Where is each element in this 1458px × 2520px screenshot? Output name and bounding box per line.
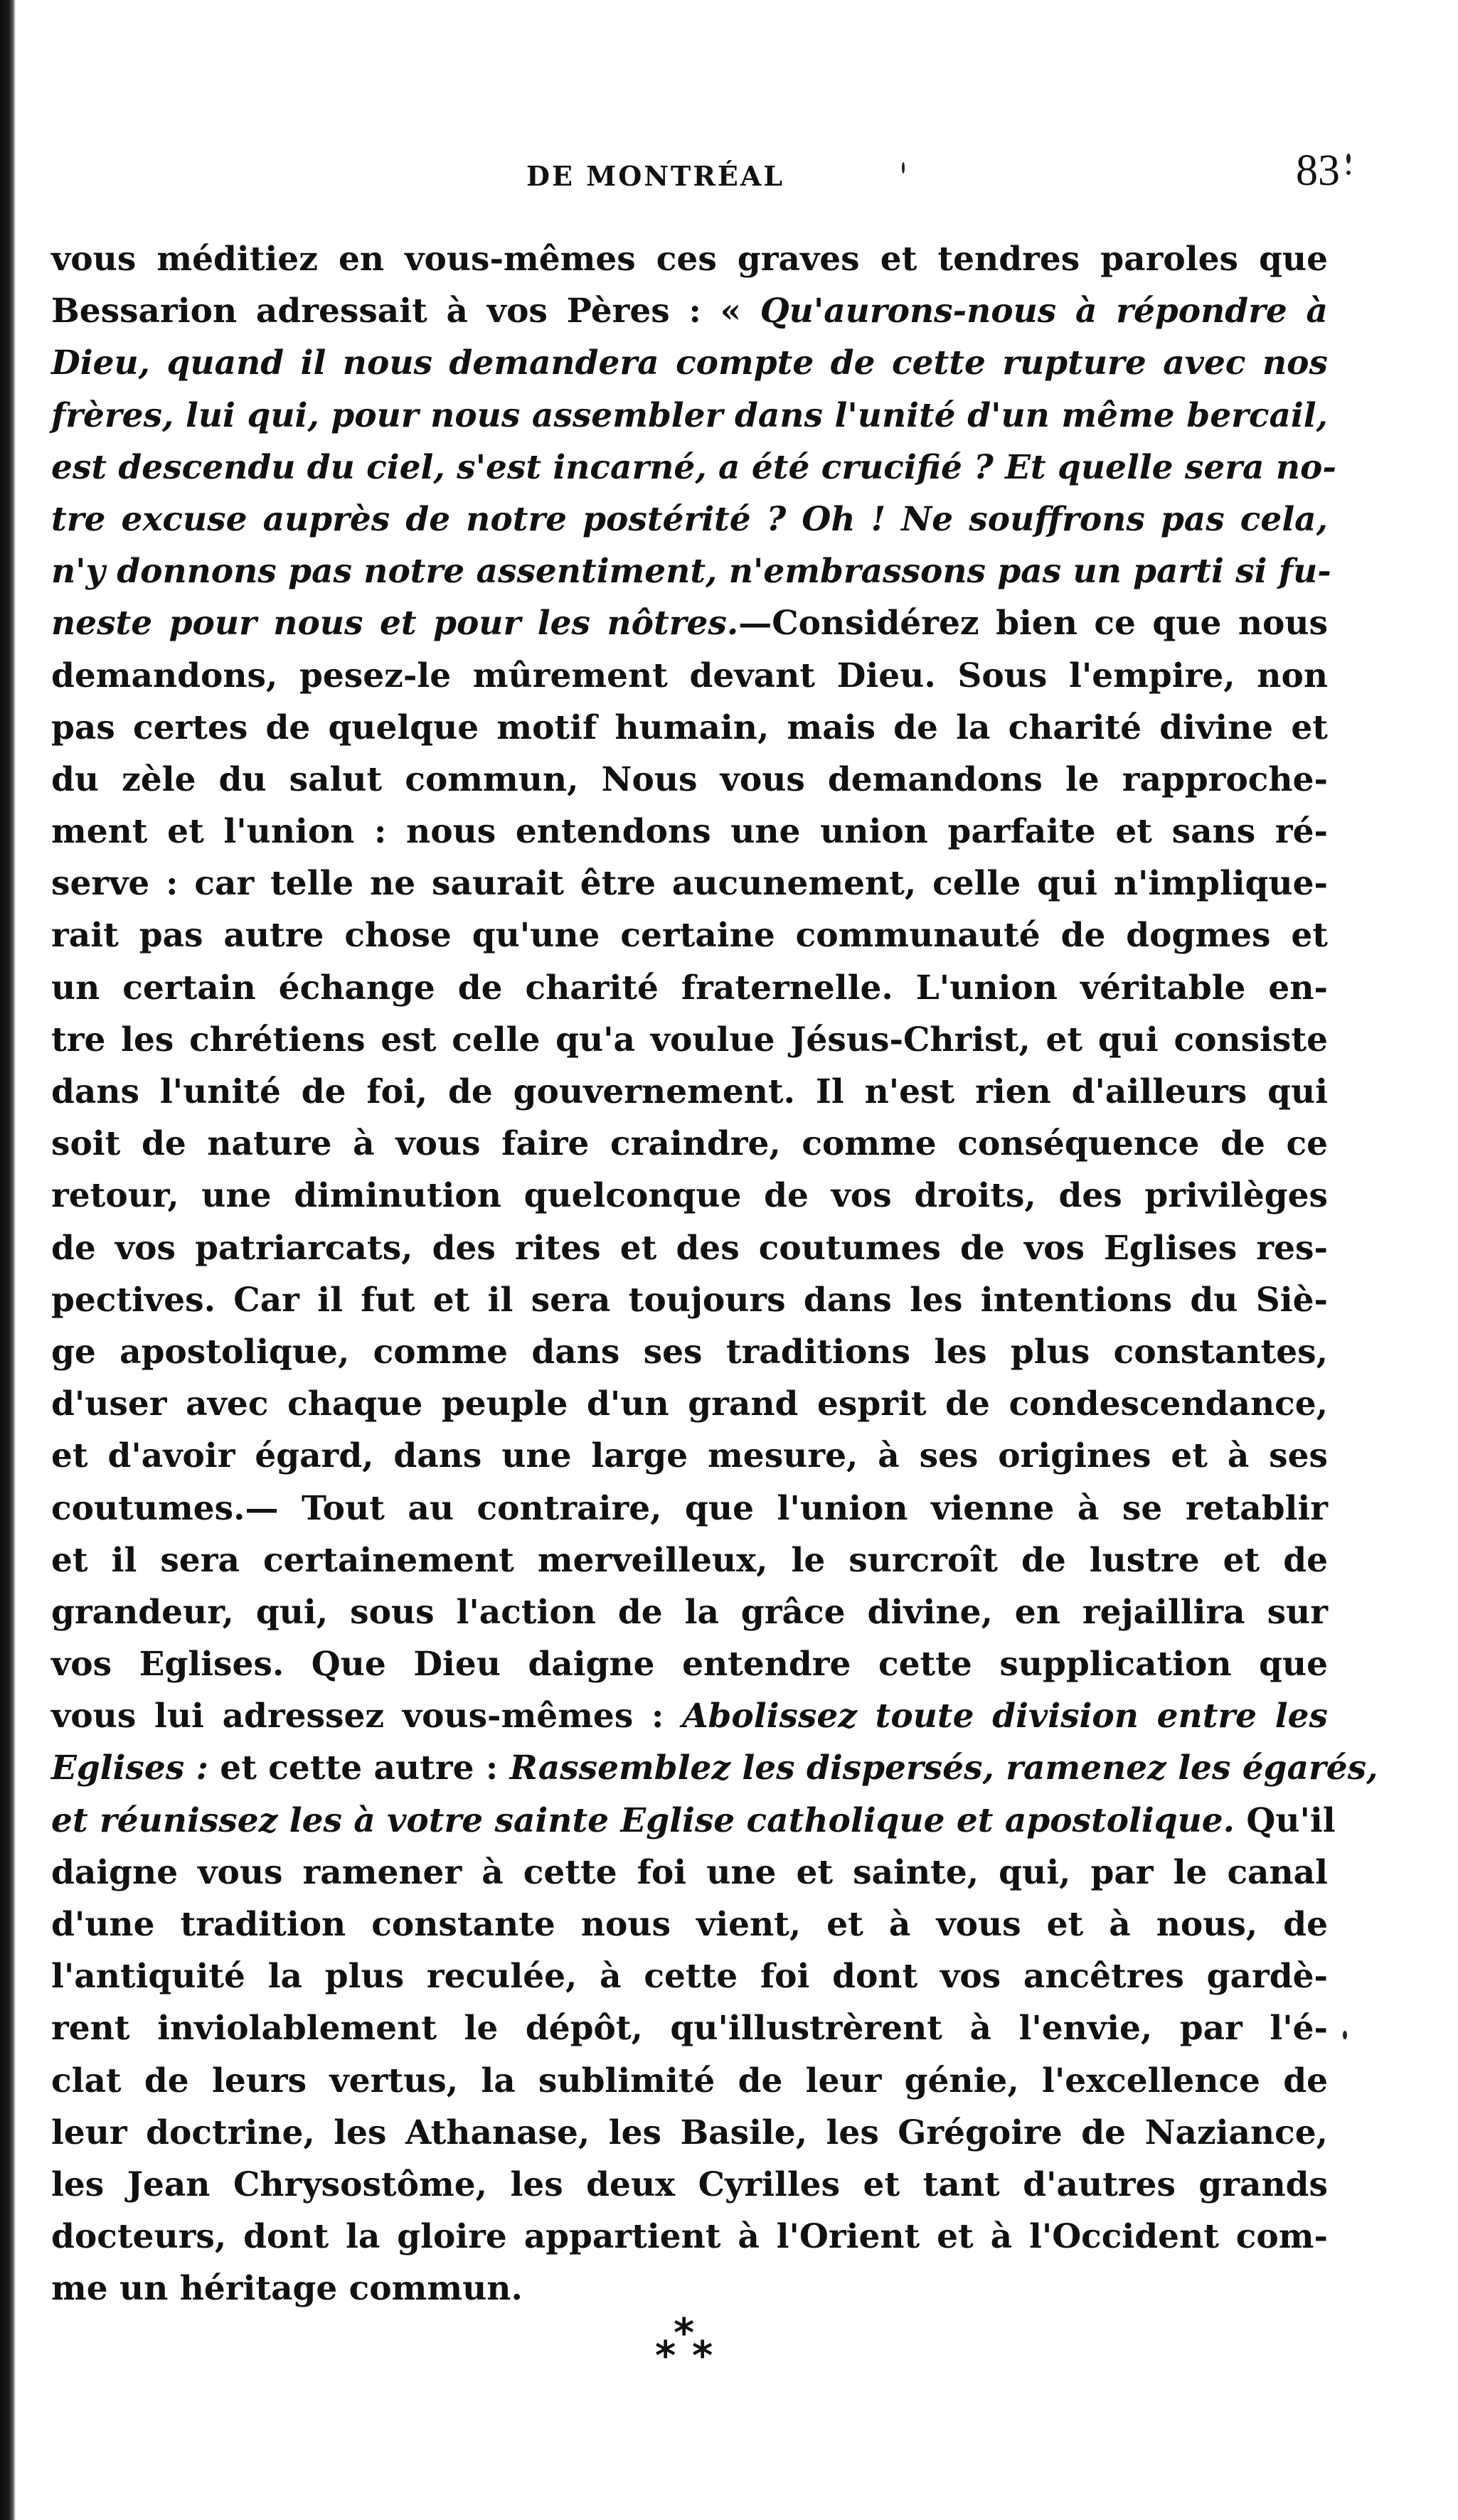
text-segment: les Jean Chrysostôme, les deux Cyrilles et tant d'autres grands — [51, 2164, 1328, 2204]
text-line — [51, 1690, 1328, 1742]
italic-text-segment: et réunissez les à votre sainte Eglise catholique et apostolique. — [51, 1800, 1235, 1840]
text-line — [51, 1795, 1336, 1847]
page-number: 83 — [1296, 146, 1340, 195]
page-header — [0, 146, 1458, 210]
asterism-star-top: * — [674, 2310, 695, 2356]
text-line — [51, 1847, 1328, 1899]
text-segment: vos Eglises. Que Dieu daigne entendre cette supplication que — [51, 1645, 1328, 1685]
text-segment: soit de nature à vous faire craindre, comme conséquence de ce — [51, 1124, 1328, 1164]
italic-text-segment: neste pour nous et pour les nôtres. — [51, 604, 739, 644]
text-line — [51, 1899, 1328, 1950]
text-line — [51, 1950, 1328, 2002]
text-line — [51, 858, 1328, 909]
text-line — [51, 337, 1328, 389]
text-segment: et d'avoir égard, dans une large mesure, à ses origines et à ses — [51, 1436, 1328, 1476]
asterism-star-right: * — [692, 2333, 713, 2379]
text-line — [51, 2055, 1328, 2107]
section-break-asterism — [644, 2310, 729, 2379]
text-line — [51, 2211, 1328, 2263]
text-segment: leur doctrine, les Athanase, les Basile, les Grégoire de Naziance, — [51, 2113, 1328, 2152]
text-segment: daigne vous ramener à cette foi une et sainte, qui, par le canal — [51, 1852, 1328, 1892]
italic-text-segment: est descendu du ciel, s'est incarné, a été crucifié ? Et quelle sera no- — [51, 447, 1336, 487]
text-segment: grandeur, qui, sous l'action de la grâce divine, en rejaillira sur — [51, 1592, 1328, 1632]
italic-text-segment: Rassemblez les dispersés, ramenez les égarés, — [509, 1748, 1378, 1788]
text-segment: rait pas autre chose qu'une certaine communauté de dogmes et — [51, 916, 1328, 956]
text-line — [51, 1014, 1328, 1066]
text-segment: dans l'unité de foi, de gouvernement. Il n'est rien d'ailleurs qui — [51, 1072, 1328, 1111]
text-segment: vous méditiez en vous-mêmes ces graves et tendres paroles que — [51, 240, 1328, 279]
text-line — [51, 1170, 1328, 1222]
text-segment: coutumes.— Tout au contraire, que l'union vienne à se retablir — [51, 1488, 1328, 1528]
text-line — [51, 545, 1331, 597]
text-line — [51, 2159, 1328, 2211]
text-line — [51, 597, 1328, 649]
text-line — [51, 1430, 1328, 1482]
italic-text-segment: tre excuse auprès de notre postérité ? Oh ! Ne souffrons pas cela, — [51, 499, 1328, 539]
text-line — [51, 1534, 1328, 1586]
text-line — [51, 1118, 1328, 1170]
italic-text-segment: Qu'aurons-nous à répondre à — [760, 292, 1328, 331]
text-line — [51, 1378, 1328, 1430]
text-segment: pas certes de quelque motif humain, mais de la charité divine et — [51, 708, 1328, 747]
text-segment: pectives. Car il fut et il sera toujours dans les intentions du Siè- — [51, 1280, 1328, 1320]
text-segment: Qu'il — [1235, 1800, 1336, 1840]
italic-text-segment: Eglises : — [51, 1748, 220, 1788]
asterism-star-left: * — [655, 2333, 676, 2379]
text-segment: et cette autre : — [220, 1748, 510, 1788]
text-segment: et il sera certainement merveilleux, le surcroît de lustre et de — [51, 1540, 1328, 1580]
text-line — [51, 285, 1328, 337]
text-line — [51, 1222, 1328, 1274]
text-segment: ge apostolique, comme dans ses traditions les plus constantes, — [51, 1332, 1328, 1372]
text-line — [51, 390, 1328, 442]
text-line — [51, 1274, 1328, 1326]
text-line — [51, 909, 1328, 961]
text-segment: rent inviolablement le dépôt, qu'illustrèrent à l'envie, par l'é- — [51, 2009, 1328, 2049]
text-line — [51, 1638, 1328, 1690]
text-line — [51, 493, 1328, 545]
text-line — [51, 2263, 1328, 2315]
text-segment: d'une tradition constante nous vient, et à vous et à nous, de — [51, 1905, 1328, 1944]
text-segment: vous lui adressez vous-mêmes : — [51, 1697, 683, 1736]
text-segment: retour, une diminution quelconque de vos droits, des privilèges — [51, 1176, 1328, 1216]
text-line — [51, 1586, 1328, 1638]
text-segment: demandons, pesez-le mûrement devant Dieu. Sous l'empire, non — [51, 656, 1328, 695]
text-line — [51, 806, 1328, 858]
italic-text-segment: frères, lui qui, pour nous assembler dans l'unité d'un même bercail, — [51, 395, 1328, 435]
running-title: DE MONTRÉAL — [526, 160, 785, 192]
text-line — [51, 2002, 1328, 2054]
text-line — [51, 1742, 1378, 1794]
text-segment: me un héritage commun. — [51, 2269, 523, 2309]
text-line — [51, 1326, 1328, 1378]
text-line — [51, 233, 1328, 285]
text-segment: du zèle du salut commun, Nous vous demandons le rapproche- — [51, 759, 1328, 799]
text-segment: un certain échange de charité fraternelle. L'union véritable en- — [51, 968, 1328, 1008]
text-line — [51, 2107, 1328, 2159]
text-line — [51, 962, 1328, 1014]
text-segment: clat de leurs vertus, la sublimité de leur génie, l'excellence de — [51, 2061, 1328, 2100]
text-line — [51, 650, 1328, 702]
italic-text-segment: n'y donnons pas notre assentiment, n'embrassons pas un parti si fu- — [51, 552, 1331, 592]
text-line — [51, 702, 1328, 754]
text-segment: ment et l'union : nous entendons une union parfaite et sans ré- — [51, 812, 1328, 852]
text-segment: Bessarion adressait à vos Pères : « — [51, 292, 760, 331]
body-text — [51, 233, 1378, 2315]
text-segment: —Considérez bien ce que nous — [738, 604, 1329, 644]
italic-text-segment: Dieu, quand il nous demandera compte de cette rupture avec nos — [51, 343, 1328, 383]
text-line — [51, 1483, 1328, 1534]
text-segment: de vos patriarcats, des rites et des coutumes de vos Eglises res- — [51, 1228, 1328, 1268]
text-line — [51, 754, 1328, 806]
text-segment: d'user avec chaque peuple d'un grand esprit de condescendance, — [51, 1384, 1328, 1424]
text-segment: tre les chrétiens est celle qu'a voulue Jésus-Christ, et qui consiste — [51, 1020, 1328, 1059]
text-line — [51, 1066, 1328, 1118]
text-segment: docteurs, dont la gloire appartient à l'Orient et à l'Occident com- — [51, 2217, 1328, 2257]
scan-page-edge — [0, 0, 16, 2520]
text-segment: l'antiquité la plus reculée, à cette foi dont vos ancêtres gardè- — [51, 1957, 1328, 1997]
italic-text-segment: Abolissez toute division entre les — [682, 1697, 1328, 1736]
scan-speck — [1343, 2031, 1347, 2039]
text-segment: serve : car telle ne saurait être aucunement, celle qui n'implique- — [51, 864, 1328, 904]
text-line — [51, 442, 1336, 493]
